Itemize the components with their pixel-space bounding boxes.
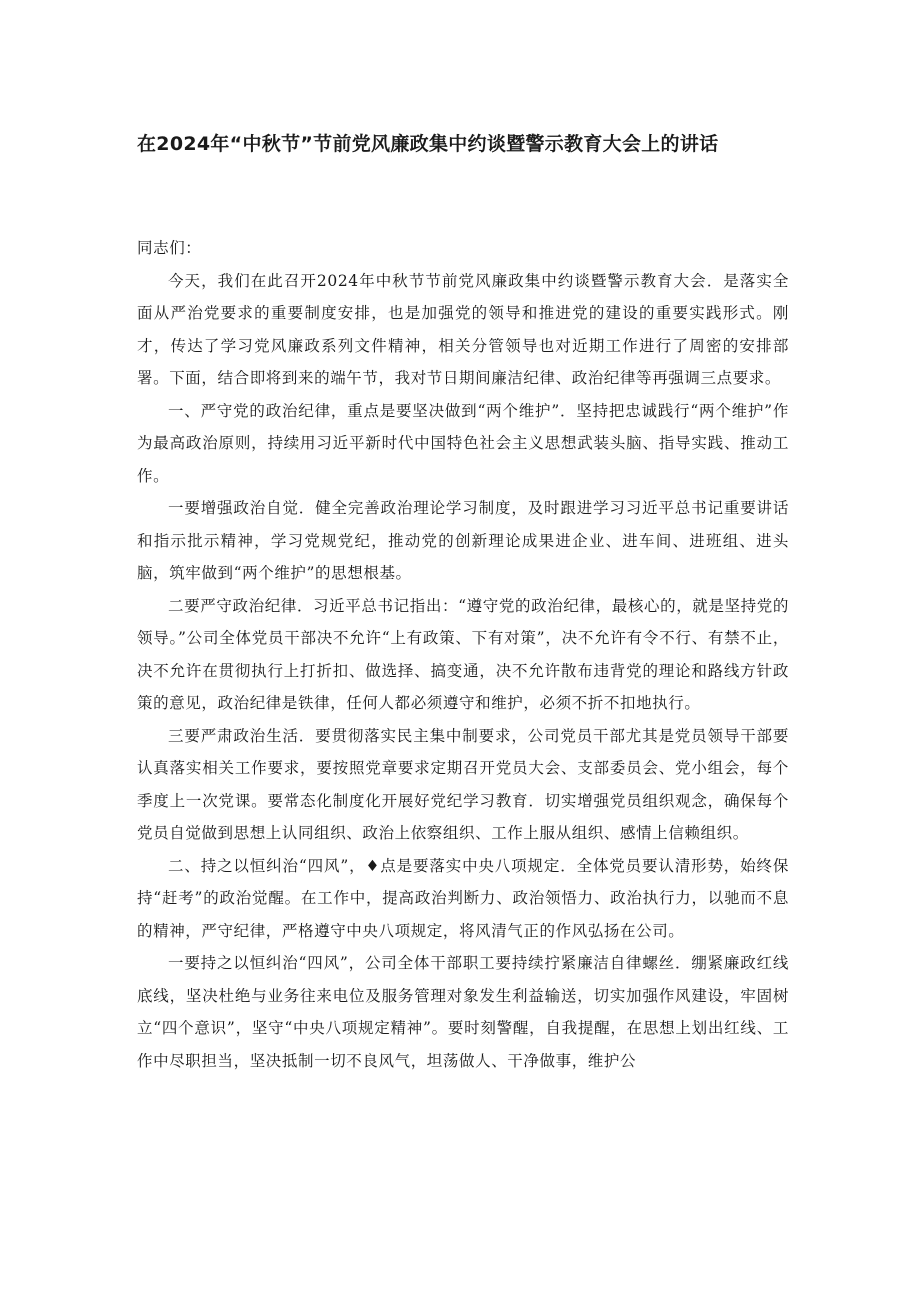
paragraph-political-life: 三要严肃政治生活．要贯彻落实民主集中制要求，公司党员干部尤其是党员领导干部要认真落实相关工作要求，要按照党章要求定期召开党员大会、支部委员会、党小组会，每个季度上一次党课。要常态化制度化开展好党纪学习教育．切实增强党员组织观念，确保每个党员自觉做到思想上认同组织、政治上依察组织、工作上服从组织、感情上信赖组织。 [137,726,789,842]
document-title: 在2024年“中秋节”节前党风廉政集中约谈暨警示教育大会上的讲话 [137,133,719,155]
paragraph-section-two: 二、持之以恒纠治“四风”，♦点是要落实中央八项规定．全体党员要认清形势，始终保持“赶考”的政治觉醒。在工作中，提高政治判断力、政治领悟力、政治执行力，以驰而不息的精神，严守纪律，严格遵守中央八项规定，将风清气正的作风弘扬在公司。 [137,856,789,940]
paragraph-political-discipline: 二要严守政治纪律．习近平总书记指出：“遵守党的政治纪律，最核心的，就是坚持党的领导。”公司全体党员干部决不允许“上有政策、下有对策”，决不允许有令不行、有禁不止，决不允许在贯彻执行上打折扣、做选择、搞变通，决不允许散布违背党的理论和路线方针政策的意见，政治纪律是铁律，任何人都必须遵守和维护，必须不折不扣地执行。 [137,596,789,712]
paragraph-political-awareness: 一要增强政治自觉．健全完善政治理论学习制度，及时跟进学习习近平总书记重要讲话和指示批示精神，学习党规党纪，推动党的创新理论成果进企业、进车间、进班组、进头脑，筑牢做到“两个维护”的思想根基。 [137,499,789,582]
paragraph-four-styles: 一要持之以恒纠治“四风”，公司全体干部职工要持续拧紧廉洁自律螺丝．绷紧廉政红线底线，坚决杜绝与业务往来电位及服务管理对象发生利益输送，切实加强作风建设，牢固树立“四个意识”，坚守“中央八项规定精神”。要时刻警醒，自我提醒，在思想上划出红线、工作中尽职担当，坚决抵制一切不良风气，坦荡做人、干净做事，维护公 [137,954,789,1070]
paragraph-intro: 今天，我们在此召开2024年中秋节节前党风廉政集中约谈暨警示教育大会．是落实全面从严治党要求的重要制度安排，也是加强党的领导和推进党的建设的重要实践形式。刚才，传达了学习党风廉政系列文件精神，相关分管领导也对近期工作进行了周密的安排部署。下面，结合即将到来的端午节，我对节日期间廉洁纪律、政治纪律等再强调三点要求。 [137,271,789,387]
paragraph-section-one: 一、严守党的政治纪律，重点是要坚决做到“两个维护”．坚持把忠诚践行“两个维护”作为最高政治原则，持续用习近平新时代中国特色社会主义思想武装头脑、指导实践、推动工作。 [137,401,789,485]
salutation: 同志们： [137,239,202,257]
document-body [137,232,789,1077]
